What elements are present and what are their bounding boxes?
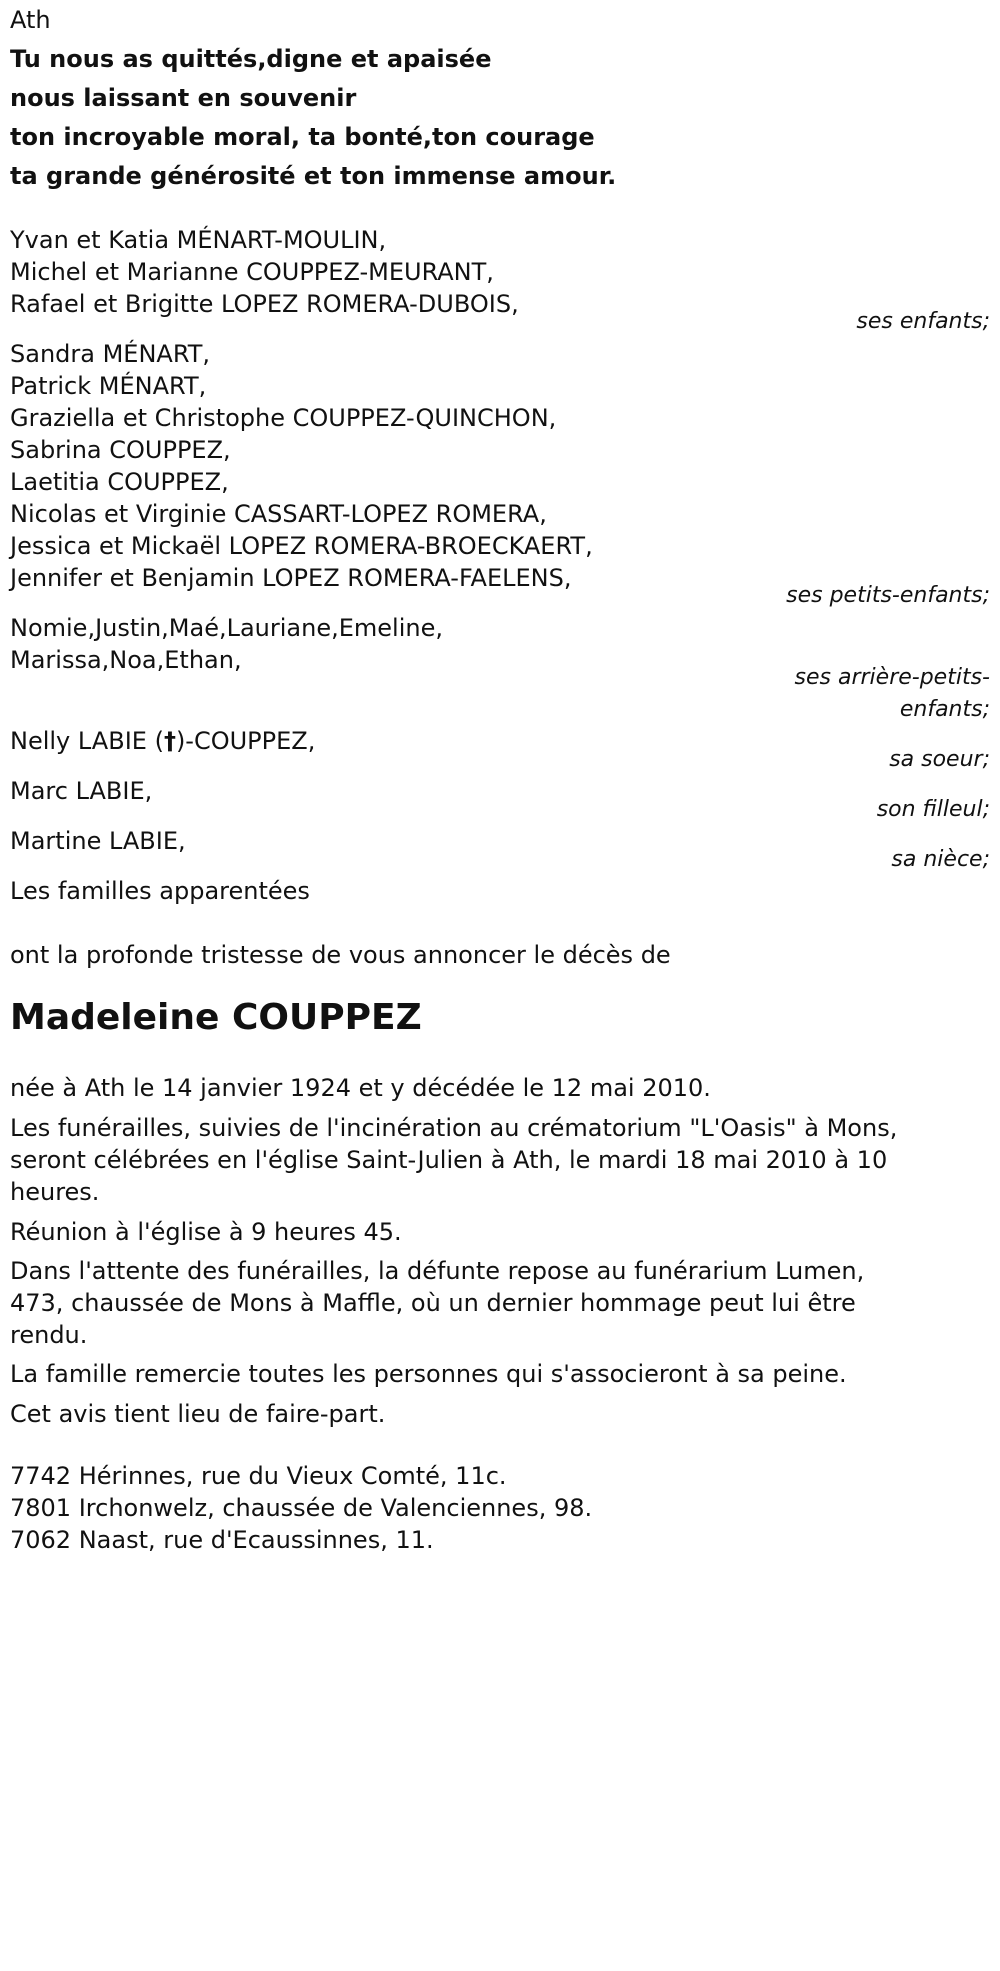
address-line-3: 7062 Naast, rue d'Ecaussinnes, 11.: [10, 1526, 434, 1554]
grandchild-line-7: Jessica et Mickaël LOPEZ ROMERA-BROECKAERT,: [10, 532, 593, 560]
children-relation: ses enfants;: [856, 309, 990, 334]
poem-line-2: nous laissant en souvenir: [10, 84, 357, 112]
sister-line: [10, 726, 315, 756]
funeral-line-3: heures.: [10, 1178, 100, 1206]
address-line-2: 7801 Irchonwelz, chaussée de Valenciennes, 98.: [10, 1494, 593, 1522]
funeral-line-1: Les funérailles, suivies de l'incinération au crématorium "L'Oasis" à Mons,: [10, 1114, 898, 1142]
deceased-name: Madeleine COUPPEZ: [10, 997, 422, 1038]
grandchild-line-8: Jennifer et Benjamin LOPEZ ROMERA-FAELENS,: [10, 564, 572, 592]
sister-name-after: )-COUPPEZ,: [175, 727, 316, 755]
related-families: Les familles apparentées: [10, 877, 310, 905]
grandchild-line-4: Sabrina COUPPEZ,: [10, 436, 231, 464]
announcement-text: ont la profonde tristesse de vous annoncer le décès de: [10, 941, 671, 969]
niece-relation: sa nièce;: [891, 847, 990, 872]
great-grandchild-line-1: Nomie,Justin,Maé,Lauriane,Emeline,: [10, 614, 443, 642]
grandchild-line-1: Sandra MÉNART,: [10, 340, 211, 368]
poem-line-1: Tu nous as quittés,digne et apaisée: [10, 45, 492, 73]
town-label: Ath: [10, 6, 51, 34]
cross-icon: †: [163, 727, 176, 755]
thanks-text: La famille remercie toutes les personnes qui s'associeront à sa peine.: [10, 1360, 847, 1388]
address-line-1: 7742 Hérinnes, rue du Vieux Comté, 11c.: [10, 1462, 507, 1490]
great-grandchildren-relation-line-1: ses arrière-petits-: [794, 665, 990, 690]
meeting-text: Réunion à l'église à 9 heures 45.: [10, 1218, 402, 1246]
child-line-1: Yvan et Katia MÉNART-MOULIN,: [10, 226, 387, 254]
funeral-line-2: seront célébrées en l'église Saint-Julien à Ath, le mardi 18 mai 2010 à 10: [10, 1146, 888, 1174]
notice-text: Cet avis tient lieu de faire-part.: [10, 1400, 386, 1428]
grandchildren-relation: ses petits-enfants;: [786, 583, 990, 608]
repose-line-3: rendu.: [10, 1321, 88, 1349]
great-grandchildren-relation-line-2: enfants;: [899, 697, 990, 722]
repose-line-2: 473, chaussée de Mons à Maffle, où un dernier hommage peut lui être: [10, 1289, 856, 1317]
birth-death-text: née à Ath le 14 janvier 1924 et y décédée le 12 mai 2010.: [10, 1074, 711, 1102]
obituary-notice: [10, 0, 990, 1971]
godson-name: Marc LABIE,: [10, 777, 153, 805]
grandchild-line-6: Nicolas et Virginie CASSART-LOPEZ ROMERA,: [10, 500, 547, 528]
grandchild-line-5: Laetitia COUPPEZ,: [10, 468, 229, 496]
great-grandchild-line-2: Marissa,Noa,Ethan,: [10, 646, 242, 674]
child-line-2: Michel et Marianne COUPPEZ-MEURANT,: [10, 258, 494, 286]
poem-line-3: ton incroyable moral, ta bonté,ton courage: [10, 123, 595, 151]
niece-name: Martine LABIE,: [10, 827, 186, 855]
repose-line-1: Dans l'attente des funérailles, la défunte repose au funérarium Lumen,: [10, 1257, 865, 1285]
godson-relation: son filleul;: [876, 797, 990, 822]
grandchild-line-3: Graziella et Christophe COUPPEZ-QUINCHON,: [10, 404, 557, 432]
sister-name-before: Nelly LABIE (: [10, 727, 164, 755]
sister-relation: sa soeur;: [889, 747, 990, 772]
grandchild-line-2: Patrick MÉNART,: [10, 372, 207, 400]
poem-line-4: ta grande générosité et ton immense amour.: [10, 162, 617, 190]
child-line-3: Rafael et Brigitte LOPEZ ROMERA-DUBOIS,: [10, 290, 519, 318]
